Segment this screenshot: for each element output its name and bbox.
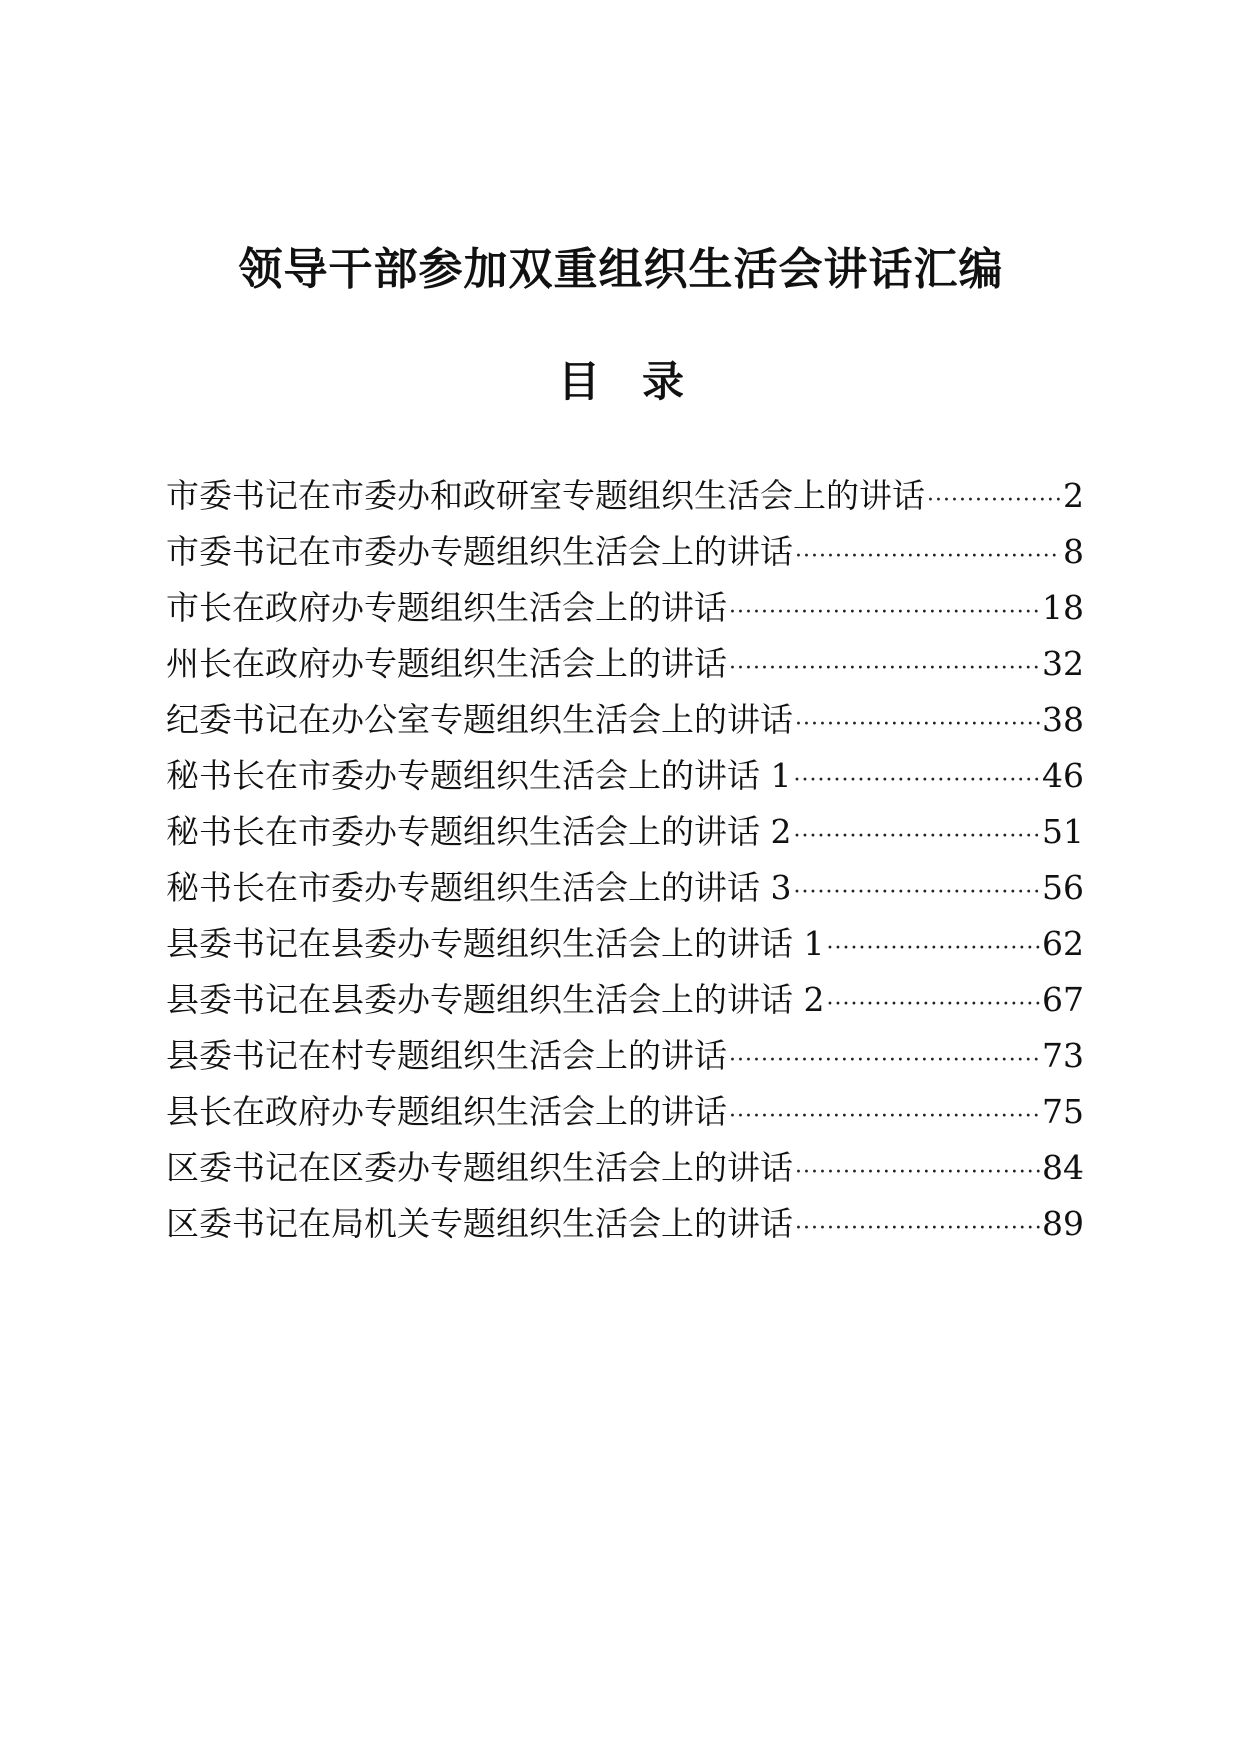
toc-entry-page: 32 <box>1042 644 1084 683</box>
toc-entry-page: 84 <box>1042 1148 1084 1187</box>
toc-entry[interactable] <box>166 860 1084 916</box>
toc-entry[interactable] <box>166 1140 1084 1196</box>
toc-dot-leader <box>795 1201 1040 1257</box>
toc-entry[interactable] <box>166 804 1084 860</box>
toc-entry-title: 纪委书记在办公室专题组织生活会上的讲话 <box>166 700 793 739</box>
toc-entry-page: 56 <box>1042 868 1084 907</box>
toc-entry-page: 67 <box>1042 980 1084 1019</box>
toc-entry[interactable] <box>166 692 1084 748</box>
toc-entry-page: 18 <box>1042 588 1084 627</box>
toc-dot-leader <box>927 473 1061 529</box>
toc-entry[interactable] <box>166 1084 1084 1140</box>
toc-entry[interactable] <box>166 636 1084 692</box>
toc-dot-leader <box>827 921 1041 977</box>
toc-entry[interactable] <box>166 916 1084 972</box>
toc-dot-leader <box>729 641 1040 697</box>
toc-entry-title: 区委书记在区委办专题组织生活会上的讲话 <box>166 1148 793 1187</box>
toc-entry-title: 市委书记在市委办和政研室专题组织生活会上的讲话 <box>166 476 925 515</box>
toc-entry-title: 县委书记在县委办专题组织生活会上的讲话 2 <box>166 980 825 1019</box>
toc-dot-leader <box>794 809 1041 865</box>
toc-heading: 目 录 <box>557 357 684 406</box>
toc-entry[interactable] <box>166 748 1084 804</box>
toc-entry-title: 县委书记在村专题组织生活会上的讲话 <box>166 1036 727 1075</box>
toc-dot-leader <box>729 1033 1040 1089</box>
table-of-contents <box>166 468 1084 1252</box>
toc-entry-page: 62 <box>1042 924 1084 963</box>
toc-entry[interactable] <box>166 1196 1084 1252</box>
toc-entry-page: 75 <box>1042 1092 1084 1131</box>
toc-entry[interactable] <box>166 972 1084 1028</box>
toc-dot-leader <box>795 1145 1040 1201</box>
toc-entry-title: 县长在政府办专题组织生活会上的讲话 <box>166 1092 727 1131</box>
toc-entry-page: 73 <box>1042 1036 1084 1075</box>
toc-entry[interactable] <box>166 1028 1084 1084</box>
toc-entry-title: 秘书长在市委办专题组织生活会上的讲话 3 <box>166 868 792 907</box>
toc-entry-title: 县委书记在县委办专题组织生活会上的讲话 1 <box>166 924 825 963</box>
toc-dot-leader <box>827 977 1041 1033</box>
toc-dot-leader <box>795 697 1040 753</box>
toc-entry-page: 2 <box>1063 476 1084 515</box>
toc-entry[interactable] <box>166 580 1084 636</box>
toc-dot-leader <box>795 529 1061 585</box>
toc-entry-page: 8 <box>1063 532 1084 571</box>
toc-dot-leader <box>729 585 1040 641</box>
toc-entry-title: 州长在政府办专题组织生活会上的讲话 <box>166 644 727 683</box>
toc-dot-leader <box>794 865 1041 921</box>
toc-entry-title: 区委书记在局机关专题组织生活会上的讲话 <box>166 1204 793 1243</box>
toc-entry[interactable] <box>166 524 1084 580</box>
toc-entry-title: 市长在政府办专题组织生活会上的讲话 <box>166 588 727 627</box>
toc-entry-page: 51 <box>1042 812 1084 851</box>
toc-entry[interactable] <box>166 468 1084 524</box>
toc-dot-leader <box>794 753 1041 809</box>
toc-entry-title: 秘书长在市委办专题组织生活会上的讲话 2 <box>166 812 792 851</box>
document-title: 领导干部参加双重组织生活会讲话汇编 <box>238 244 1004 295</box>
toc-entry-title: 秘书长在市委办专题组织生活会上的讲话 1 <box>166 756 792 795</box>
toc-dot-leader <box>729 1089 1040 1145</box>
toc-entry-title: 市委书记在市委办专题组织生活会上的讲话 <box>166 532 793 571</box>
toc-entry-page: 89 <box>1042 1204 1084 1243</box>
toc-entry-page: 38 <box>1042 700 1084 739</box>
toc-entry-page: 46 <box>1042 756 1084 795</box>
